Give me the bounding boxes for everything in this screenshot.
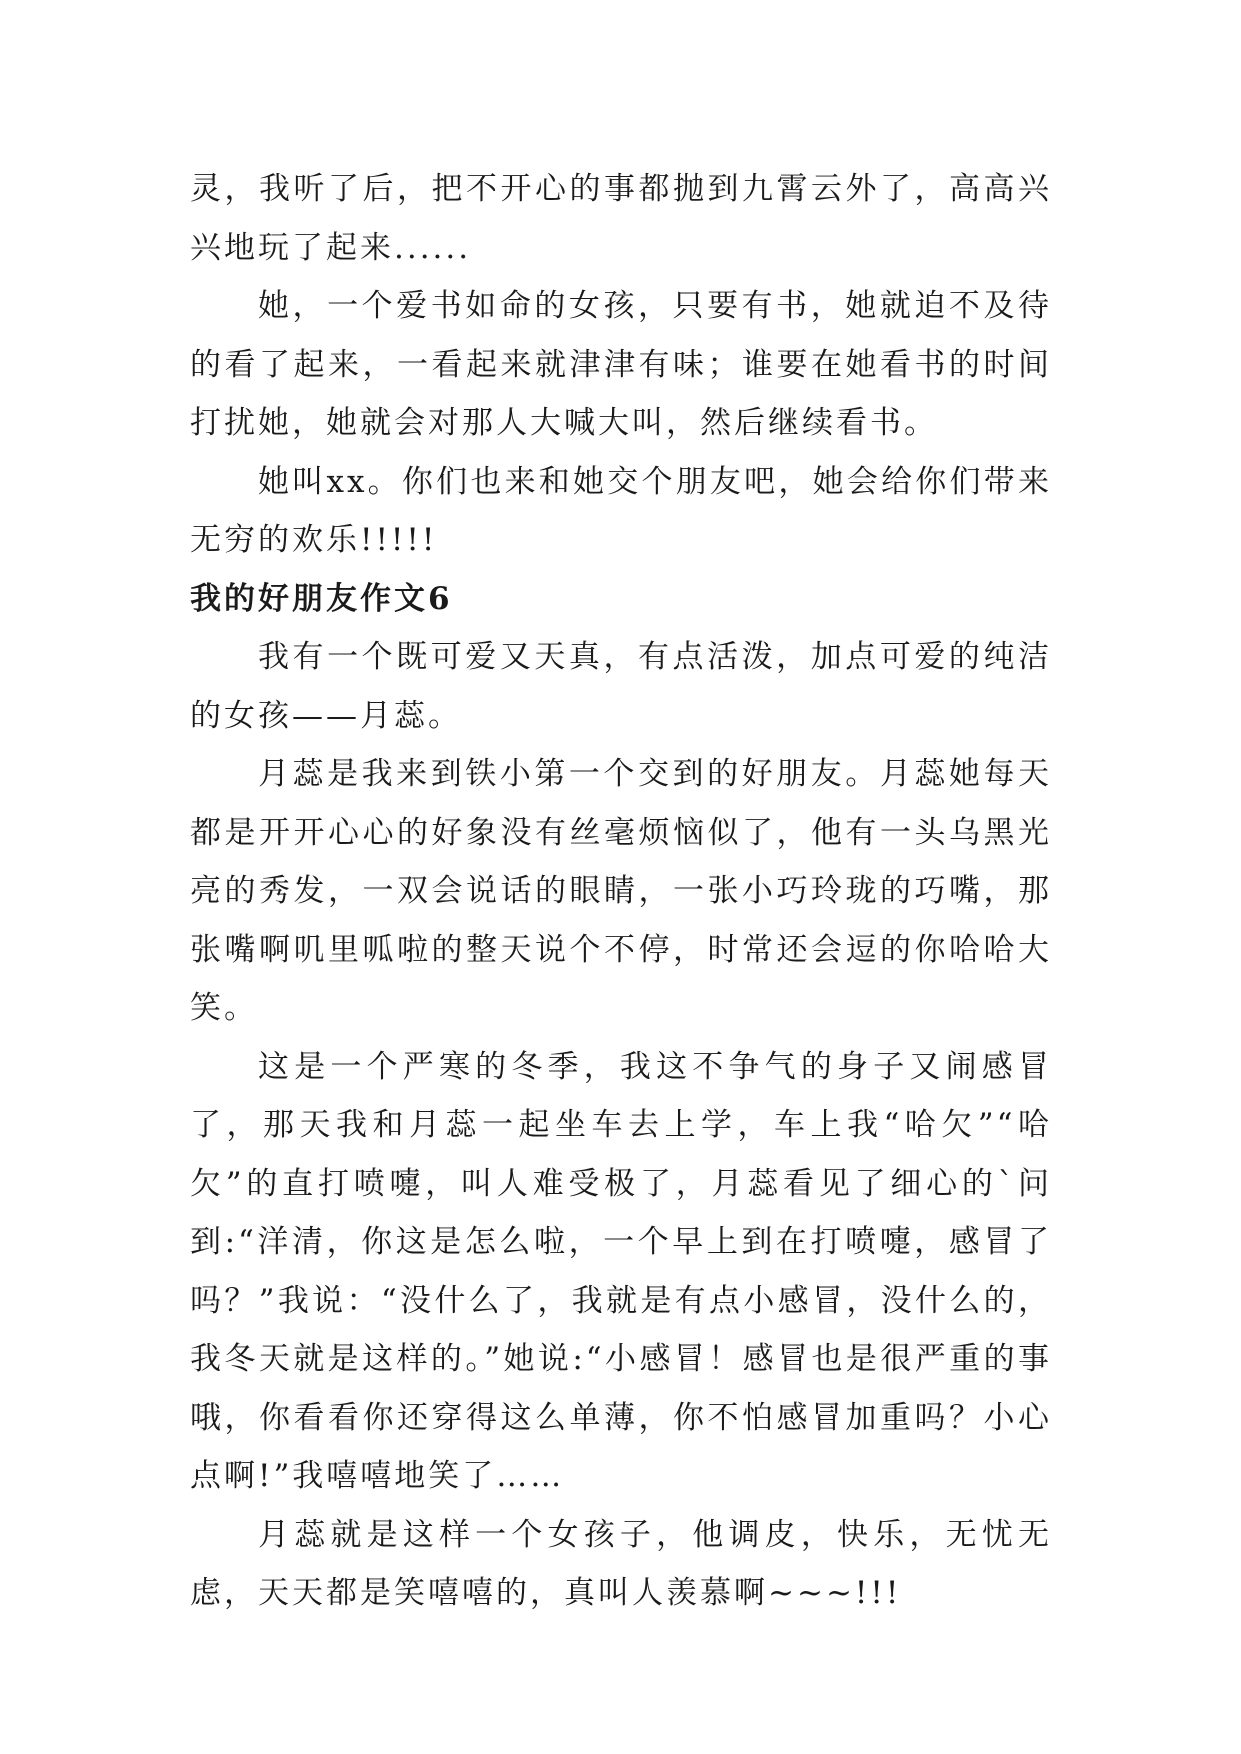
paragraph-continued: 灵，我听了后，把不开心的事都抛到九霄云外了，高高兴兴地玩了起来...... — [190, 171, 1052, 266]
paragraph-first-friend: 月蕊是我来到铁小第一个交到的好朋友。月蕊她每天都是开开心心的好象没有丝毫烦恼似了，他有一头乌黑光亮的秀发，一双会说话的眼睛，一张小巧玲珑的巧嘴，那张嘴啊叽里呱啦的整天说个不停，时常还会逗的你哈哈大笑。 — [190, 756, 1052, 1026]
paragraph-winter-cold: 这是一个严寒的冬季，我这不争气的身子又闹感冒了，那天我和月蕊一起坐车去上学，车上我“哈欠”“哈欠”的直打喷嚏，叫人难受极了，月蕊看见了细心的`问到:“洋清，你这是怎么啦，一个早上到在打喷嚏，感冒了吗？”我说：“没什么了，我就是有点小感冒，没什么的，我冬天就是这样的。”她说:“小感冒！感冒也是很严重的事哦，你看看你还穿得这么单薄，你不怕感冒加重吗？小心点啊!”我嘻嘻地笑了…… — [190, 1048, 1052, 1494]
document-body — [190, 160, 1052, 1623]
paragraph-her-name: 她叫xx。你们也来和她交个朋友吧，她会给你们带来无穷的欢乐!!!!! — [190, 463, 1052, 558]
paragraph-intro-yuerui: 我有一个既可爱又天真，有点活泼，加点可爱的纯洁的女孩——月蕊。 — [190, 639, 1052, 734]
paragraph-book-lover: 她，一个爱书如命的女孩，只要有书，她就迫不及待的看了起来，一看起来就津津有味；谁要在她看书的时间打扰她，她就会对那人大喊大叫，然后继续看书。 — [190, 288, 1052, 441]
essay-title: 我的好朋友作文6 — [190, 580, 453, 617]
paragraph-conclusion: 月蕊就是这样一个女孩子，他调皮，快乐，无忧无虑，天天都是笑嘻嘻的，真叫人羡慕啊~~~!!! — [190, 1516, 1052, 1611]
